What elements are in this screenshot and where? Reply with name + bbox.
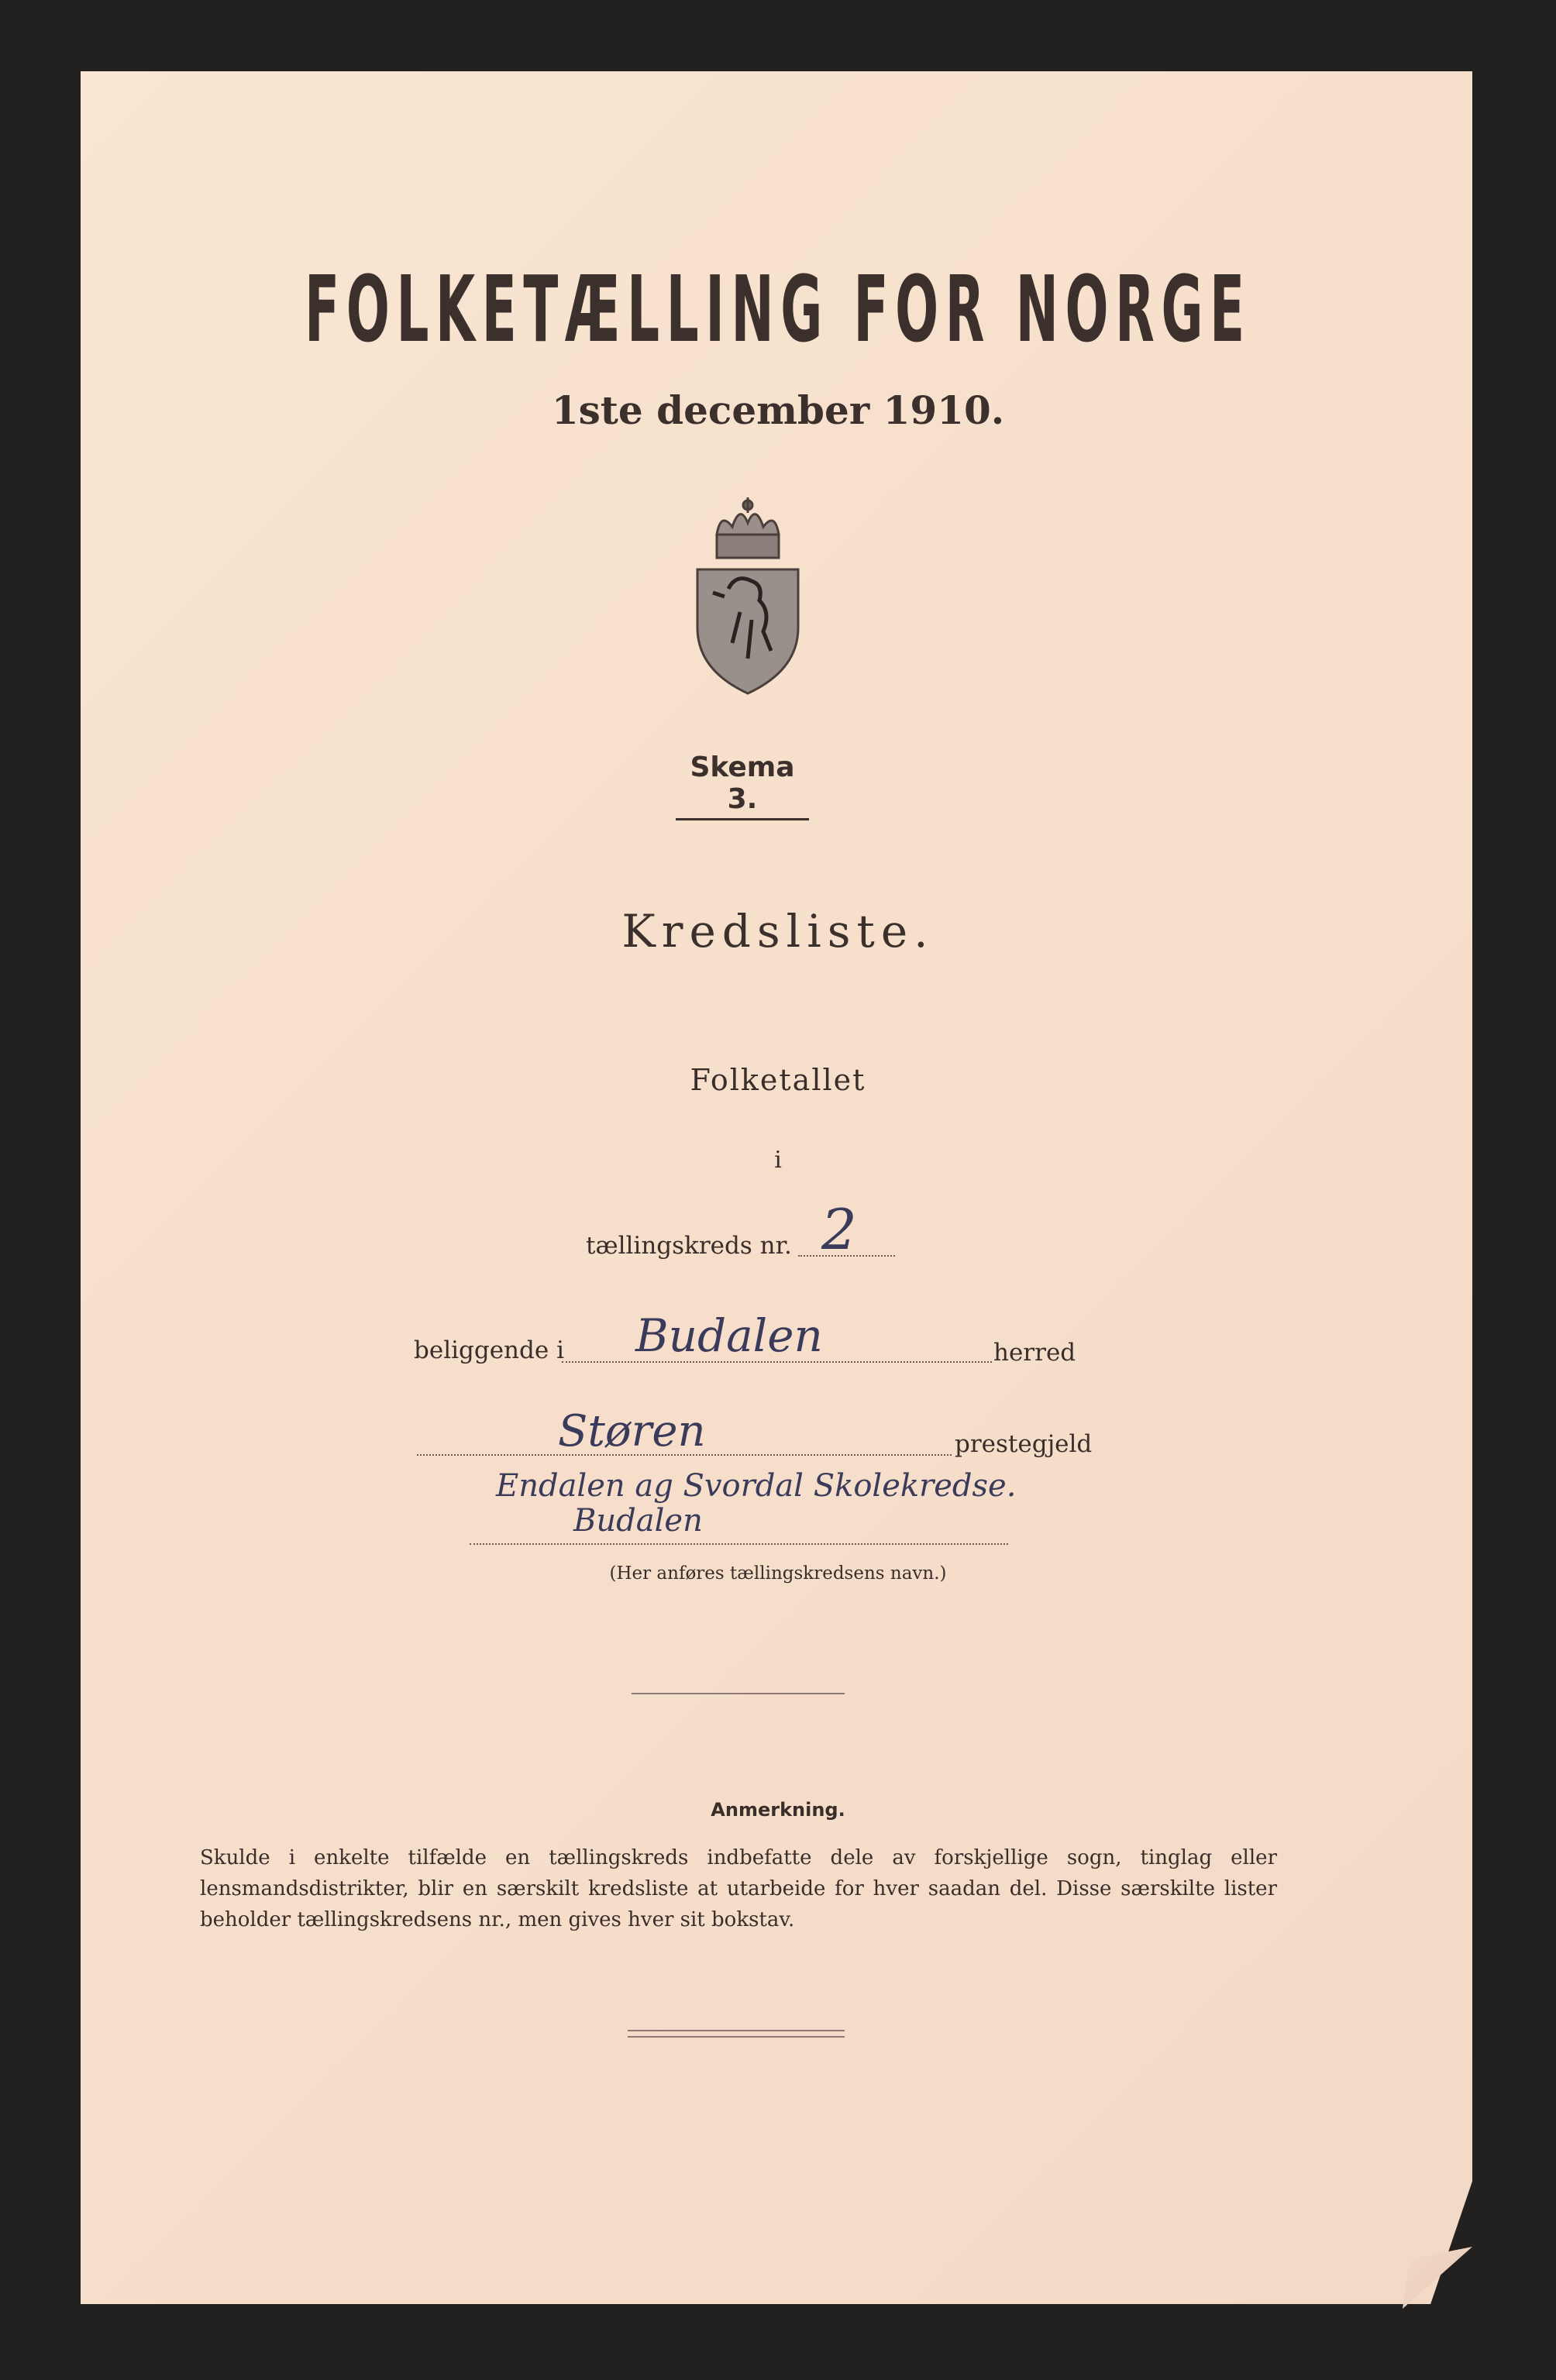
- anmerkning-text: Skulde i enkelte tilfælde en tællingskreds indbefatte dele av forskjellige sogn, tinglag eller lensmandsdistrikter, blir en særskilt kredsliste at utarbeide for hver saadan del. Disse særskilte lister beholder tællingskredsens nr., men gives hver sit bokstav.: [200, 1846, 1277, 1931]
- kreds-name-line: [470, 1543, 1008, 1545]
- separator-line: [632, 1693, 845, 1694]
- i-label: i: [774, 1147, 782, 1174]
- document-title: FOLKETÆLLING FOR NORGE: [305, 256, 1251, 363]
- prestegjeld-value: Støren: [558, 1406, 706, 1457]
- beliggende-label: beliggende i: [414, 1336, 564, 1364]
- folketallet-label: Folketallet: [690, 1063, 866, 1097]
- kreds-name-line2: Budalen: [573, 1503, 703, 1539]
- kreds-name-line1: Endalen ag Svordal Skolekredse.: [496, 1468, 1017, 1504]
- herred-label: herred: [993, 1339, 1076, 1367]
- norwegian-coat-of-arms-icon: [694, 496, 802, 697]
- double-rule-top: [628, 2030, 845, 2031]
- prestegjeld-label: prestegjeld: [955, 1430, 1093, 1458]
- kreds-number-value: 2: [821, 1197, 857, 1262]
- double-rule-bottom: [628, 2036, 845, 2038]
- form-title: Kredsliste.: [621, 905, 935, 958]
- schema-number: Skema 3.: [676, 751, 809, 820]
- kreds-number-label: tællingskreds nr.: [586, 1232, 792, 1260]
- anmerkning-title: Anmerkning.: [711, 1799, 845, 1821]
- document-date: 1ste december 1910.: [551, 387, 1005, 433]
- kreds-name-note: (Her anføres tællingskredsens navn.): [609, 1563, 947, 1584]
- beliggende-value: Budalen: [635, 1309, 823, 1362]
